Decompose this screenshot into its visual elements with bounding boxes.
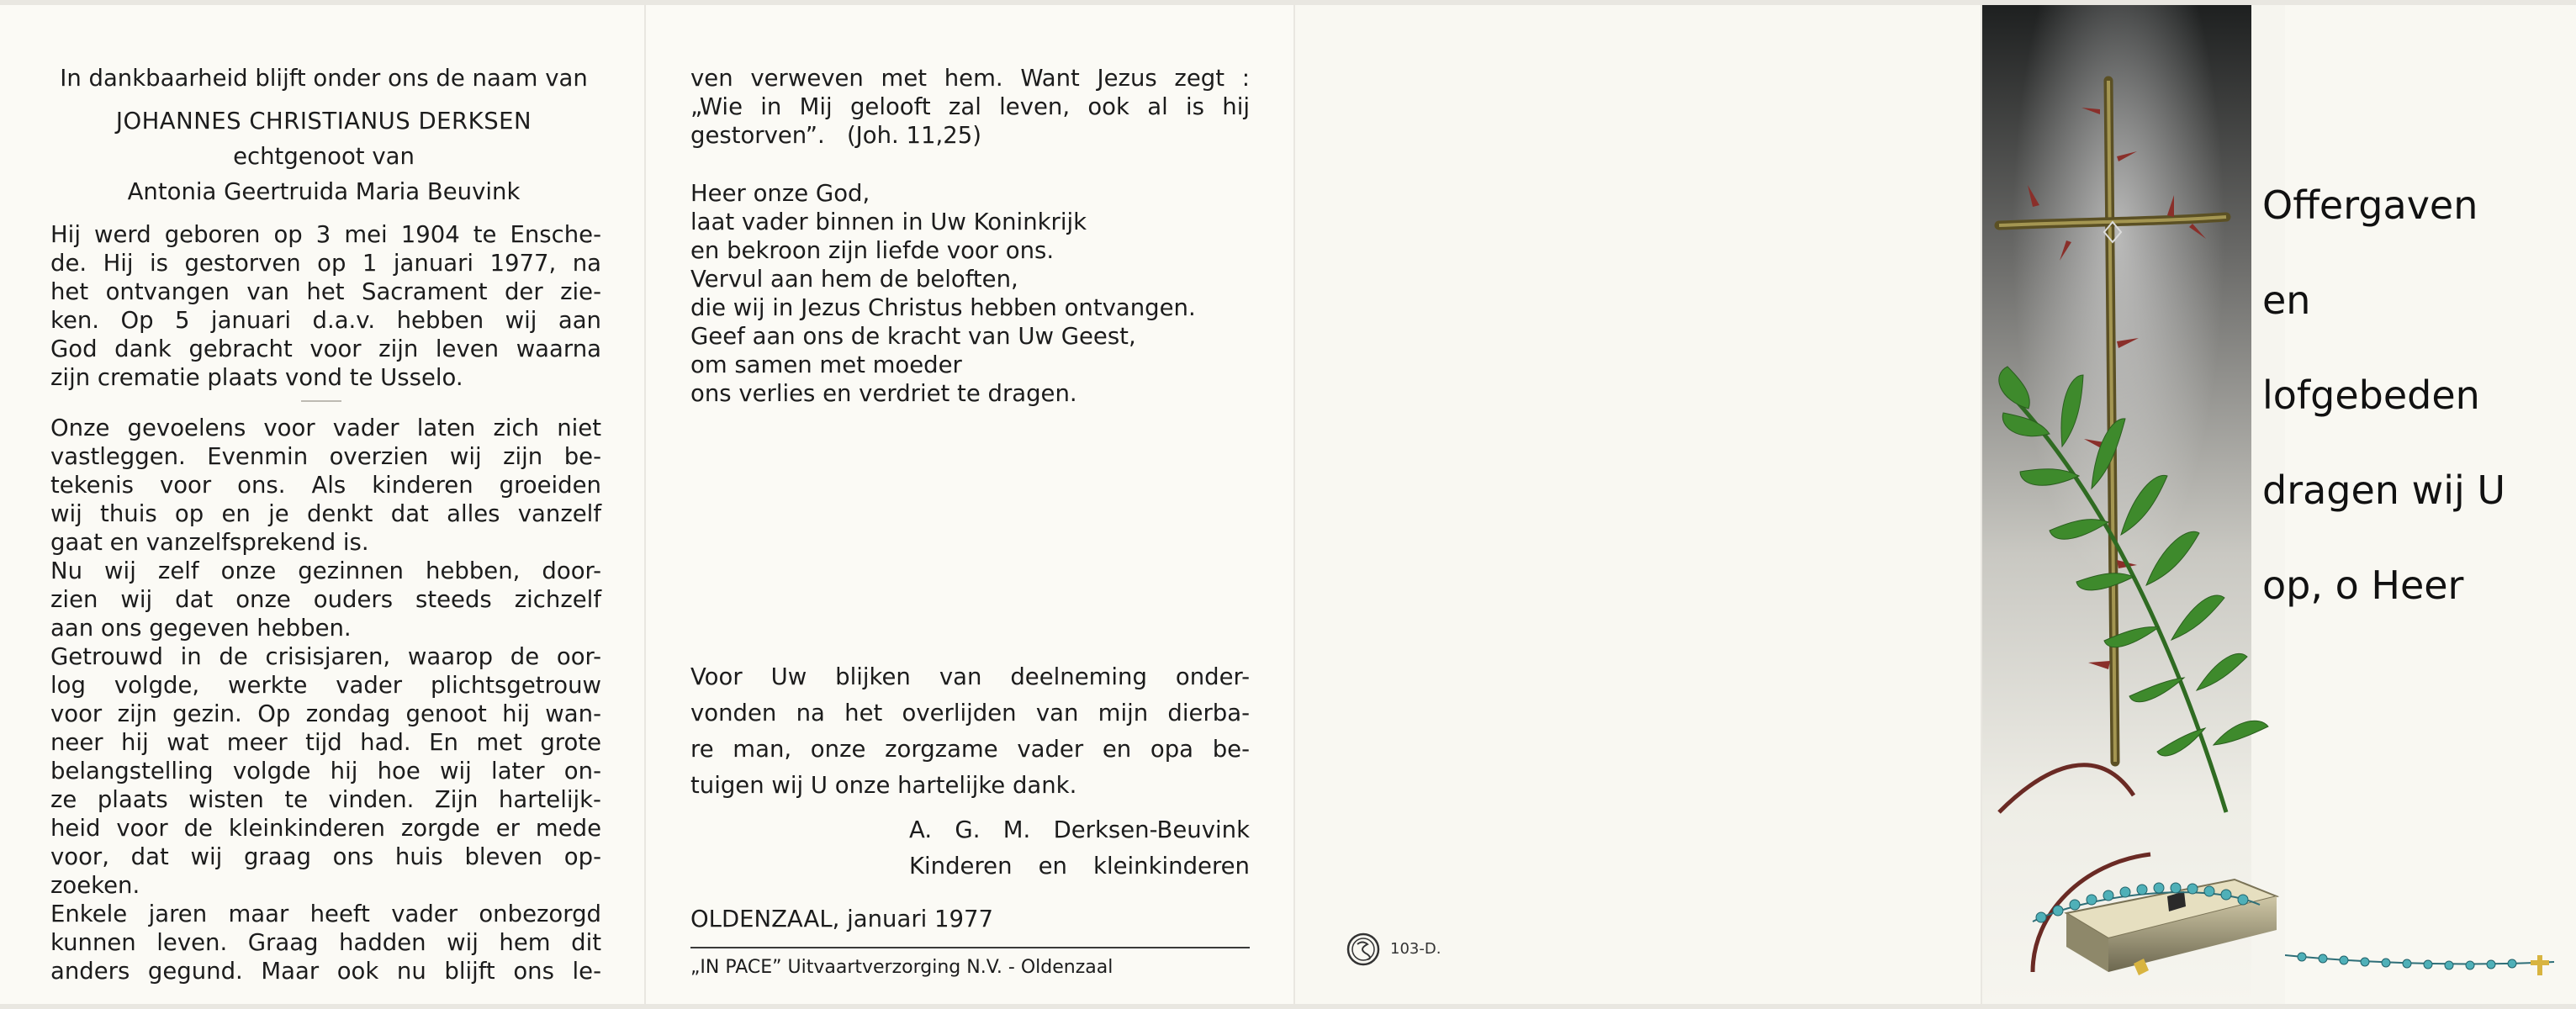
text-line: neer hij wat meer tijd had. En met grote	[50, 729, 601, 756]
prayer-line: Geef aan ons de kracht van Uw Geest,	[690, 323, 1136, 350]
text-line: God dank gebracht voor zijn leven waarna	[50, 335, 601, 362]
text-line: belangstelling volgde hij hoe wij later on-	[50, 758, 601, 784]
text-line: re man, onze zorgzame vader en opa be-	[690, 736, 1250, 763]
text-line: voor, dat wij graag ons huis bleven op-	[50, 843, 601, 870]
text-line: Onze gevoelens voor vader laten zich niet	[50, 415, 601, 441]
text-line: vonden na het overlijden van mijn dierba-	[690, 700, 1250, 726]
signature-line: Kinderen en kleinkinderen	[909, 853, 1250, 880]
text-line: voor zijn gezin. Op zondag genoot hij wan-	[50, 700, 601, 727]
thanks-paragraph	[690, 659, 1250, 804]
text-line: Hij werd geboren op 3 mei 1904 te Ensche-	[50, 221, 601, 248]
text-line: ken. Op 5 januari d.a.v. hebben wij aan	[50, 307, 601, 334]
prayer-line: die wij in Jezus Christus hebben ontvangen.	[690, 294, 1196, 321]
prayer	[690, 179, 1262, 408]
paragraph-birth-death	[50, 220, 601, 392]
paragraph-life	[50, 642, 601, 985]
text-line: log volgde, werkte vader plichtsgetrouw	[50, 672, 601, 699]
signature-line: A. G. M. Derksen-Beuvink	[909, 816, 1250, 843]
divider	[301, 400, 341, 402]
spouse-label: echtgenoot van	[233, 143, 415, 170]
prayer-line: om samen met moeder	[690, 351, 962, 378]
text-line: wij thuis op en je denkt dat alles vanzelf	[50, 500, 601, 527]
text-line: heid voor de kleinkinderen zorgde er mede	[50, 815, 601, 842]
title-line: Offergaven	[2262, 182, 2478, 228]
text-line: vastleggen. Evenmin overzien wij zijn be-	[50, 443, 601, 470]
card-panel-4	[1982, 5, 2576, 1004]
title-line: en	[2262, 277, 2311, 323]
text-line: Enkele jaren maar heeft vader onbezorgd	[50, 901, 601, 927]
cover-illustration	[1982, 5, 2285, 1004]
prayer-line: en bekroon zijn liefde voor ons.	[690, 237, 1055, 264]
text-line: het ontvangen van het Sacrament der zie-	[50, 278, 601, 305]
text-line: de. Hij is gestorven op 1 januari 1977, na	[50, 250, 601, 277]
text-line: zien wij dat onze ouders steeds zichzelf	[50, 586, 601, 613]
printer-credit: „IN PACE” Uitvaartverzorging N.V. - Oldenzaal	[690, 957, 1113, 978]
bible-quote	[690, 64, 1250, 150]
title-line: op, o Heer	[2262, 563, 2464, 608]
prayer-line: ons verlies en verdriet te dragen.	[690, 380, 1077, 407]
text-line: gaat en vanzelfsprekend is.	[50, 529, 369, 556]
text-line: aan ons gegeven hebben.	[50, 615, 352, 642]
text-line: anders gegund. Maar ook nu blijft ons le-	[50, 958, 601, 985]
footer-rule	[690, 947, 1250, 948]
spouse-name: Antonia Geertruida Maria Beuvink	[127, 178, 521, 205]
prayer-line: laat vader binnen in Uw Koninkrijk	[690, 209, 1087, 235]
text-line: tekenis voor ons. Als kinderen groeiden	[50, 472, 601, 499]
intro-line: In dankbaarheid blijft onder ons de naam van	[60, 65, 588, 92]
publisher-logo-icon	[1346, 932, 1381, 967]
place-date: OLDENZAAL, januari 1977	[690, 906, 993, 932]
text-line: zoeken.	[50, 872, 140, 899]
signature	[909, 812, 1250, 885]
text-line: Nu wij zelf onze gezinnen hebben, door-	[50, 557, 601, 584]
title-line: lofgebeden	[2262, 372, 2480, 418]
text-line: Getrouwd in de crisisjaren, waarop de oor-	[50, 643, 601, 670]
paragraph-feelings	[50, 414, 601, 642]
card-panel-3	[1295, 5, 1981, 1004]
text-line: kunnen leven. Graag hadden wij hem dit	[50, 929, 601, 956]
text-line: ven verweven met hem. Want Jezus zegt :	[690, 65, 1250, 92]
text-line: ze plaats wisten te vinden. Zijn hartelijk-	[50, 786, 601, 813]
text-line: Voor Uw blijken van deelneming onder-	[690, 663, 1250, 690]
text-line: zijn crematie plaats vond te Usselo.	[50, 364, 463, 391]
text-line: gestorven”. (Joh. 11,25)	[690, 122, 981, 149]
card-panel-2	[646, 5, 1293, 1004]
prayer-line: Heer onze God,	[690, 180, 870, 207]
text-line: tuigen wij U onze hartelijke dank.	[690, 772, 1077, 799]
title-line: dragen wij U	[2262, 468, 2506, 513]
card-panel-1	[0, 5, 644, 1004]
text-line: „Wie in Mij gelooft zal leven, ook al is hij	[690, 93, 1250, 120]
cover-title	[2262, 182, 2565, 609]
card-code: 103-D.	[1390, 940, 1441, 958]
deceased-name: JOHANNES CHRISTIANUS DERKSEN	[115, 108, 532, 135]
prayer-line: Vervul aan hem de beloften,	[690, 266, 1018, 293]
rosary-tail	[2285, 947, 2571, 980]
